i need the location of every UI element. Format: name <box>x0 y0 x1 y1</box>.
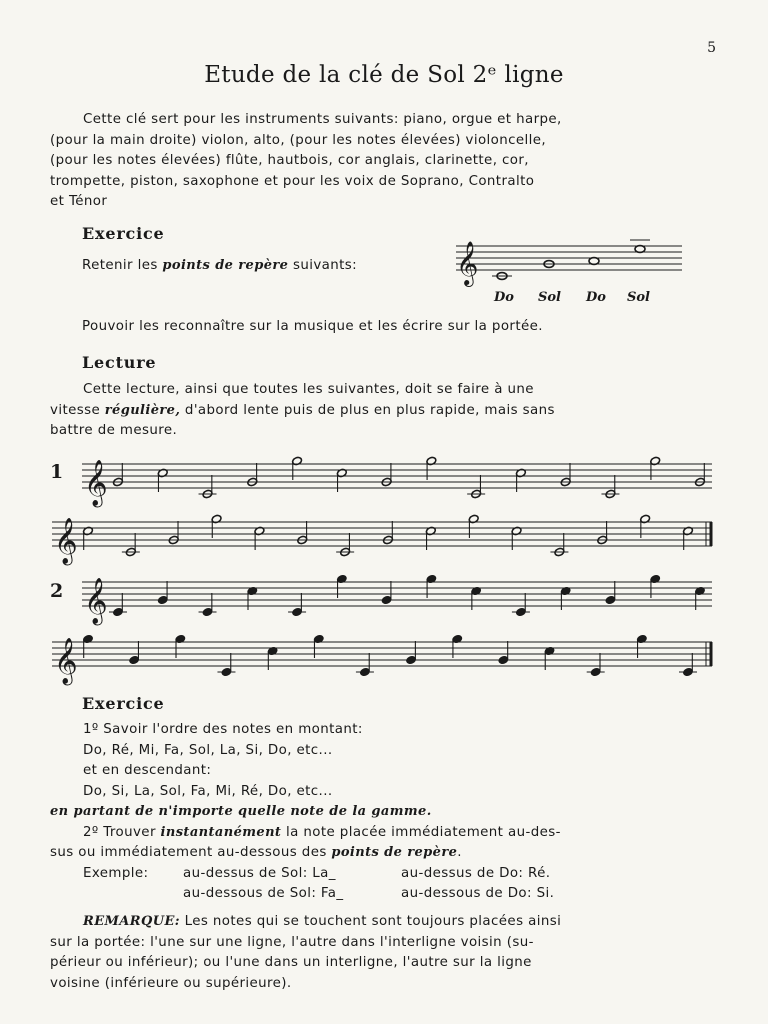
lecture-line: battre de mesure. <box>50 423 178 438</box>
ascending-notes: Do, Ré, Mi, Fa, Sol, La, Si, Do, etc... <box>83 742 333 758</box>
remarque-line: périeur ou inférieur); ou l'une dans un interligne, l'autre sur la ligne <box>50 955 532 970</box>
exercice-heading-1: Exercice <box>82 224 165 243</box>
remarque-text: Les notes qui se touchent sont toujours placées ainsi <box>179 914 562 929</box>
item2-text: 2º Trouver <box>83 824 161 840</box>
example-value: au-dessous de Sol: Fa_ <box>183 886 344 901</box>
remarque-paragraph <box>50 912 730 994</box>
lecture-line <box>50 401 722 422</box>
treble-clef-icon: 𝄞 <box>84 578 108 624</box>
lecture-text: d'abord lente puis de plus en plus rapide, mais sans <box>180 402 555 418</box>
treble-clef-icon: 𝄞 <box>54 638 78 684</box>
example-row-2 <box>50 884 730 905</box>
music-staff-2b <box>52 630 714 684</box>
exercice2-item2 <box>50 823 730 844</box>
example-label: Exemple: <box>83 865 149 881</box>
instruction-text: suivants: <box>288 258 358 273</box>
note-label-do: Do <box>494 290 514 305</box>
intro-paragraph <box>50 110 722 213</box>
exercise-number-1: 1 <box>50 461 64 483</box>
item2-italic: instantanément <box>160 824 282 840</box>
remarque-line: sur la portée: l'une sur une ligne, l'autre dans l'interligne voisin (su- <box>50 934 534 950</box>
item2-text: la note placée immédiatement au-des- <box>281 824 561 840</box>
reference-points-followup: Pouvoir les reconnaître sur la musique et les écrire sur la portée. <box>82 319 543 334</box>
item2-italic: points de repère <box>331 845 458 860</box>
example-value: au-dessus de Sol: La_ <box>183 865 336 881</box>
music-staff-1a <box>82 452 714 506</box>
whole-note-do-high <box>589 258 599 265</box>
exercice-heading-2: Exercice <box>82 694 165 713</box>
example-value: au-dessus de Do: Ré. <box>401 865 551 881</box>
exercice2-content <box>50 720 730 905</box>
item2-text: sus ou immédiatement au-dessous des <box>50 845 332 860</box>
intro-line: et Ténor <box>50 194 108 209</box>
item2-text: . <box>457 845 462 860</box>
scale-note: en partant de n'importe quelle note de la gamme. <box>50 804 432 819</box>
lecture-paragraph <box>50 380 722 442</box>
descending-notes: Do, Si, La, Sol, Fa, Mi, Ré, Do, etc... <box>83 783 333 799</box>
note-label-sol: Sol <box>627 290 650 305</box>
lecture-line: Cette lecture, ainsi que toutes les suivantes, doit se faire à une <box>83 382 534 397</box>
intro-line: trompette, piston, saxophone et pour les voix de Soprano, Contralto <box>50 173 535 189</box>
treble-clef-icon: 𝄞 <box>84 460 108 506</box>
instruction-text: Retenir les <box>82 258 163 273</box>
remarque-label: REMARQUE: <box>83 914 180 929</box>
whole-note-sol-high <box>635 246 645 253</box>
music-staff-1b <box>52 510 714 564</box>
exercice2-item2-line2 <box>50 843 730 864</box>
note-label-do: Do <box>586 290 606 305</box>
treble-clef-icon: 𝄞 <box>456 241 479 285</box>
reference-points-staff <box>456 238 686 288</box>
descending-label: et en descendant: <box>83 763 212 778</box>
note-label-sol: Sol <box>538 290 561 305</box>
reference-points-instruction <box>82 256 357 277</box>
exercise-number-2: 2 <box>50 580 64 602</box>
instruction-italic: points de repère <box>162 258 289 273</box>
example-row-1 <box>50 864 730 885</box>
exercice2-item1: 1º Savoir l'ordre des notes en montant: <box>83 722 363 737</box>
example-value: au-dessous de Do: Si. <box>401 886 555 901</box>
lecture-text: vitesse <box>50 402 105 418</box>
page-number: 5 <box>707 40 716 56</box>
music-staff-2a <box>82 570 714 624</box>
lecture-italic: régulière, <box>104 402 181 418</box>
intro-line: (pour la main droite) violon, alto, (pour les notes élevées) violoncelle, <box>50 132 547 148</box>
treble-clef-icon: 𝄞 <box>54 518 78 564</box>
intro-line: (pour les notes élevées) flûte, hautbois, cor anglais, clarinette, cor, <box>50 153 529 168</box>
intro-line: Cette clé sert pour les instruments suivants: piano, orgue et harpe, <box>83 112 562 127</box>
lecture-heading: Lecture <box>82 353 157 372</box>
page-title: Etude de la clé de Sol 2ᵉ ligne <box>204 62 564 88</box>
remarque-line: voisine (inférieure ou supérieure). <box>50 975 292 991</box>
